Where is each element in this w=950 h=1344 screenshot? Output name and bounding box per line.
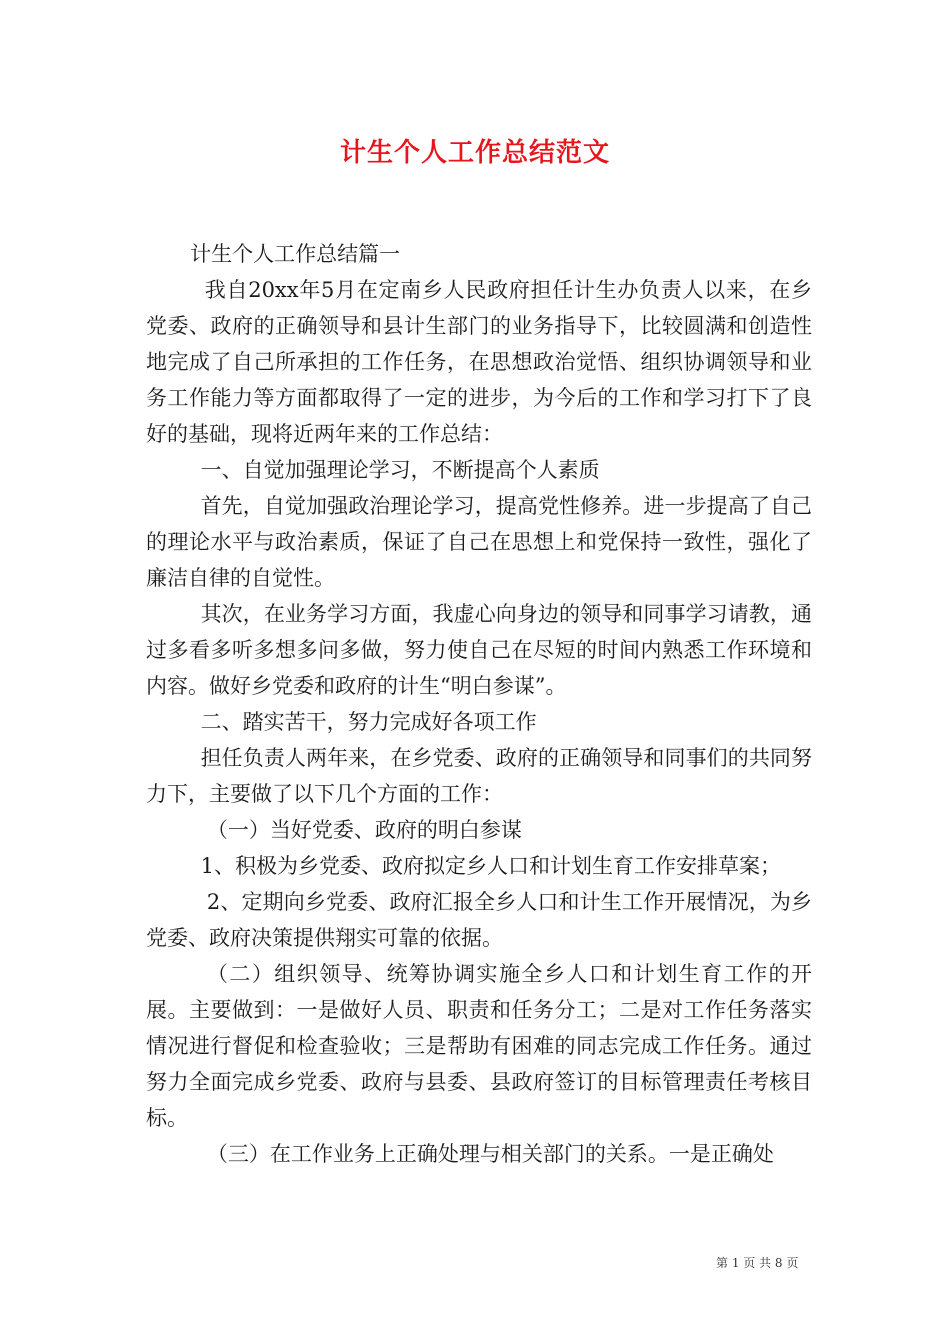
page-number: 第 1 页 共 8 页	[716, 1256, 799, 1270]
list-item: 2、定期向乡党委、政府汇报全乡人口和计生工作开展情况，为乡党委、政府决策提供翔实可靠的依据。	[146, 890, 812, 950]
list-item: 1、积极为乡党委、政府拟定乡人口和计划生育工作安排草案；	[200, 854, 781, 878]
paragraph: 其次，在业务学习方面，我虚心向身边的领导和同事学习请教，通过多看多听多想多问多做，努力使自己在尽短的时间内熟悉工作环境和内容。做好乡党委和政府的计生“明白参谋”。	[146, 602, 812, 698]
section-heading: 一、自觉加强理论学习，不断提高个人素质	[200, 458, 600, 482]
document-body	[146, 236, 812, 1172]
section-heading: 二、踏实苦干，努力完成好各项工作	[200, 710, 537, 734]
paragraph: 我自20xx年5月在定南乡人民政府担任计生办负责人以来，在乡党委、政府的正确领导和县计生部门的业务指导下，比较圆满和创造性地完成了自己所承担的工作任务，在思想政治觉悟、组织协调领导和业务工作能力等方面都取得了一定的进步，为今后的工作和学习打下了良好的基础，现将近两年来的工作总结：	[146, 278, 812, 446]
paragraph: （三）在工作业务上正确处理与相关部门的关系。一是正确处	[206, 1142, 774, 1166]
paragraph: （二）组织领导、统筹协调实施全乡人口和计划生育工作的开展。主要做到：一是做好人员、职责和任务分工；二是对工作任务落实情况进行督促和检查验收；三是帮助有困难的同志完成工作任务。通过努力全面完成乡党委、政府与县委、县政府签订的目标管理责任考核目标。	[146, 962, 812, 1130]
section-heading: 计生个人工作总结篇一	[190, 242, 401, 266]
paragraph: 首先，自觉加强政治理论学习，提高党性修养。进一步提高了自己的理论水平与政治素质，保证了自己在思想上和党保持一致性，强化了廉洁自律的自觉性。	[146, 494, 812, 590]
paragraph: 担任负责人两年来，在乡党委、政府的正确领导和同事们的共同努力下，主要做了以下几个方面的工作：	[146, 746, 812, 806]
document-title: 计生个人工作总结范文	[339, 138, 610, 168]
subsection-heading: （一）当好党委、政府的明白参谋	[206, 818, 522, 842]
